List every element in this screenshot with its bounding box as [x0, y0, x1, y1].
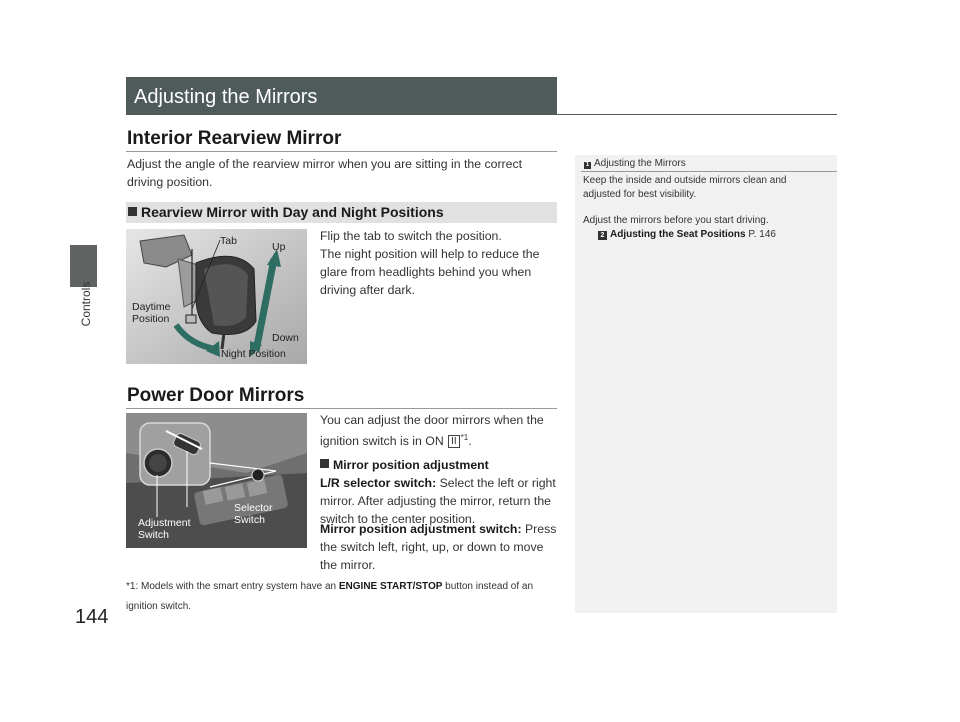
- rearview-mirror-figure: [126, 229, 307, 364]
- footnote: *1: Models with the smart entry system have an ENGINE START/STOP button instead of an ignition switch.: [126, 581, 534, 612]
- interior-instructions: Flip the tab to switch the position. The night position will help to reduce the glare from headlights behind you when driving after dark.: [320, 229, 540, 297]
- interior-subheading: Rearview Mirror with Day and Night Positions: [128, 204, 444, 220]
- label-up: Up: [272, 241, 286, 253]
- door-subheading: Mirror position adjustment: [320, 456, 489, 474]
- interior-rule: [126, 151, 557, 152]
- side-note-rule: [581, 171, 837, 172]
- label-selector-switch: Selector Switch: [234, 502, 273, 526]
- door-intro: You can adjust the door mirrors when the ignition switch is in ON II $^{*1}$.: [320, 413, 544, 449]
- reference-link[interactable]: Adjusting the Seat Positions: [610, 229, 746, 240]
- label-down: Down: [272, 332, 299, 344]
- label-tab: Tab: [220, 235, 237, 247]
- footnote-ref: *1: [460, 433, 469, 442]
- page-number: 144: [75, 606, 109, 628]
- note-marker-icon: 1: [585, 162, 590, 168]
- adjustment-switch-description: Mirror position adjustment switch: Press the switch left, right, up, or down to move the mirror.: [320, 522, 557, 572]
- side-note-reference[interactable]: 2 Adjusting the Seat Positions P. 146: [598, 228, 776, 242]
- door-mirror-figure: [126, 413, 307, 548]
- door-rule: [126, 408, 557, 409]
- side-note-text-2: Adjust the mirrors before you start driving.: [583, 215, 769, 226]
- side-note-heading: 1 Adjusting the Mirrors: [585, 158, 686, 169]
- square-bullet-icon: [128, 207, 137, 216]
- section-label: Controls: [79, 281, 93, 327]
- label-adjustment-switch: Adjustment Switch: [138, 517, 191, 541]
- reference-arrow-icon: 2: [598, 231, 607, 240]
- interior-intro: Adjust the angle of the rearview mirror when you are sitting in the correct driving position.: [127, 157, 523, 189]
- label-daytime-position: Daytime Position: [132, 301, 171, 325]
- ignition-on-symbol: II: [448, 435, 460, 448]
- square-bullet-icon: [320, 459, 329, 468]
- door-heading: Power Door Mirrors: [127, 385, 305, 406]
- title-rule: [557, 114, 837, 115]
- side-note-text-1: Keep the inside and outside mirrors clean and adjusted for best visibility.: [583, 175, 787, 200]
- interior-heading: Interior Rearview Mirror: [127, 128, 342, 149]
- label-night-position: Night Position: [221, 348, 286, 360]
- lr-selector-description: L/R selector switch: Select the left or right mirror. After adjusting the mirror, return the switch to the center position.: [320, 476, 556, 526]
- page-title: Adjusting the Mirrors: [134, 86, 318, 108]
